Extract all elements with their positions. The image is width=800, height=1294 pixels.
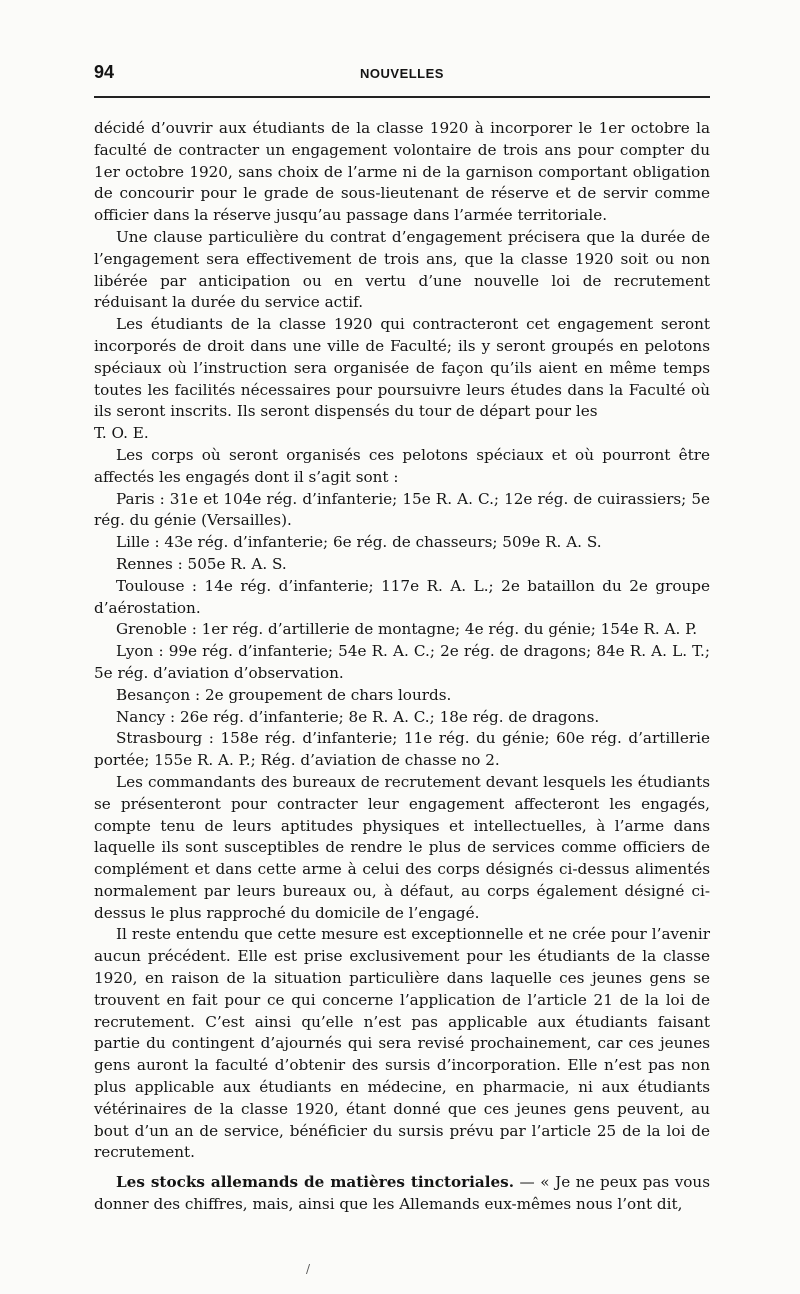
garrison-entry: Grenoble : 1er rég. d’artillerie de montagne; 4e rég. du génie; 154e R. A. P. xyxy=(116,620,698,639)
paragraph: Les étudiants de la classe 1920 qui contracteront cet engagement seront incorporés de droit dans une ville de Faculté; ils y seront groupés en pelotons spéciaux où l’instruction sera organisée de façon qu’ils aient en même temps toutes les facilités nécessaires pour poursuivre leurs études dans la Faculté où ils seront inscrits. Ils seront dispensés du tour de départ pour les xyxy=(94,315,710,421)
garrison-entry: Lyon : 99e rég. d’infanterie; 54e R. A. C.; 2e rég. de dragons; 84e R. A. L. T.; 5e rég. d’aviation d’observation. xyxy=(94,642,710,682)
paragraph: Les commandants des bureaux de recrutement devant lesquels les étudiants se présenteront pour contracter leur engagement affecteront les engagés, compte tenu de leurs aptitudes physiques et intellectuelles, à l’arme dans laquelle ils sont susceptibles de rendre le plus de services comme officiers de complément et dans cette arme à celui des corps désignés ci-dessus alimentés normalement par leurs bureaux ou, à défaut, au corps également désigné ci-dessus le plus rapproché du domicile de l’engagé. xyxy=(94,772,710,922)
section-title: Les stocks allemands de matières tinctoriales. xyxy=(116,1173,515,1192)
paragraph: Une clause particulière du contrat d’engagement précisera que la durée de l’engagement sera effectivement de trois ans, que la classe 1920 soit ou non libérée par anticipation ou en vertu d’une nouvelle loi de recrutement réduisant la durée du service actif. xyxy=(94,227,710,312)
garrison-entry: Lille : 43e rég. d’infanterie; 6e rég. de chasseurs; 509e R. A. S. xyxy=(116,533,602,552)
running-title: NOUVELLES xyxy=(360,66,444,81)
page-number: 94 xyxy=(94,62,115,82)
garrison-entry: Strasbourg : 158e rég. d’infanterie; 11e rég. du génie; 60e rég. d’artillerie portée; 155e R. A. P.; Rég. d’aviation de chasse no 2. xyxy=(94,729,710,770)
page-header xyxy=(94,62,710,92)
garrison-entry: Rennes : 505e R. A. S. xyxy=(116,554,287,573)
paragraph: décidé d’ouvrir aux étudiants de la classe 1920 à incorporer le 1er octobre la faculté de contracter un engagement volontaire de trois ans pour compter du 1er octobre 1920, sans choix de l’arme ni de la garnison comportant obligation de concourir pour le grade de sous-lieutenant de réserve et de servir comme officier dans la réserve jusqu’au passage dans l’armée territoriale. xyxy=(94,119,710,225)
paragraph: T. O. E. xyxy=(94,424,149,443)
footer-mark: / xyxy=(306,1262,311,1276)
paragraph: Il reste entendu que cette mesure est exceptionnelle et ne crée pour l’avenir aucun précédent. Elle est prise exclusivement pour les étudiants de la classe 1920, en raison de la situation particulière dans laquelle ces jeunes gens se trouvent en fait pour ce qui concerne l’application de l’article 21 de la loi de recrutement. C’est ainsi qu’elle n’est pas applicable aux étudiants faisant partie du contingent d’ajournés qui sera revisé prochainement, car ces jeunes gens auront la faculté d’obtenir des sursis d’incorporation. Elle n’est pas non plus applicable aux étudiants en médecine, en pharmacie, ni aux étudiants vétérinaires de la classe 1920, étant donné que ces jeunes gens peuvent, au bout d’un an de service, bénéficier du sursis prévu par l’article 25 de la loi de recrutement. xyxy=(94,925,710,1162)
header-rule xyxy=(94,96,710,98)
garrison-entry: Paris : 31e et 104e rég. d’infanterie; 15e R. A. C.; 12e rég. de cuirassiers; 5e rég. du génie (Versailles). xyxy=(94,489,710,530)
section-text: — « Je ne peux pas vous donner des chiffres, mais, ainsi que les Allemands eux-mêmes nous l’ont dit, xyxy=(94,1173,711,1214)
garrison-entry: Nancy : 26e rég. d’infanterie; 8e R. A. C.; 18e rég. de dragons. xyxy=(116,707,600,726)
page xyxy=(94,62,711,1214)
body-text xyxy=(94,118,710,1216)
next-section xyxy=(94,1172,710,1216)
paragraph: Les corps où seront organisés ces pelotons spéciaux et où pourront être affectés les engagés dont il s’agit sont : xyxy=(94,445,710,486)
garrison-entry: Besançon : 2e groupement de chars lourds. xyxy=(116,685,452,704)
garrison-entry: Toulouse : 14e rég. d’infanterie; 117e R. A. L.; 2e bataillon du 2e groupe d’aérostation. xyxy=(94,576,710,617)
